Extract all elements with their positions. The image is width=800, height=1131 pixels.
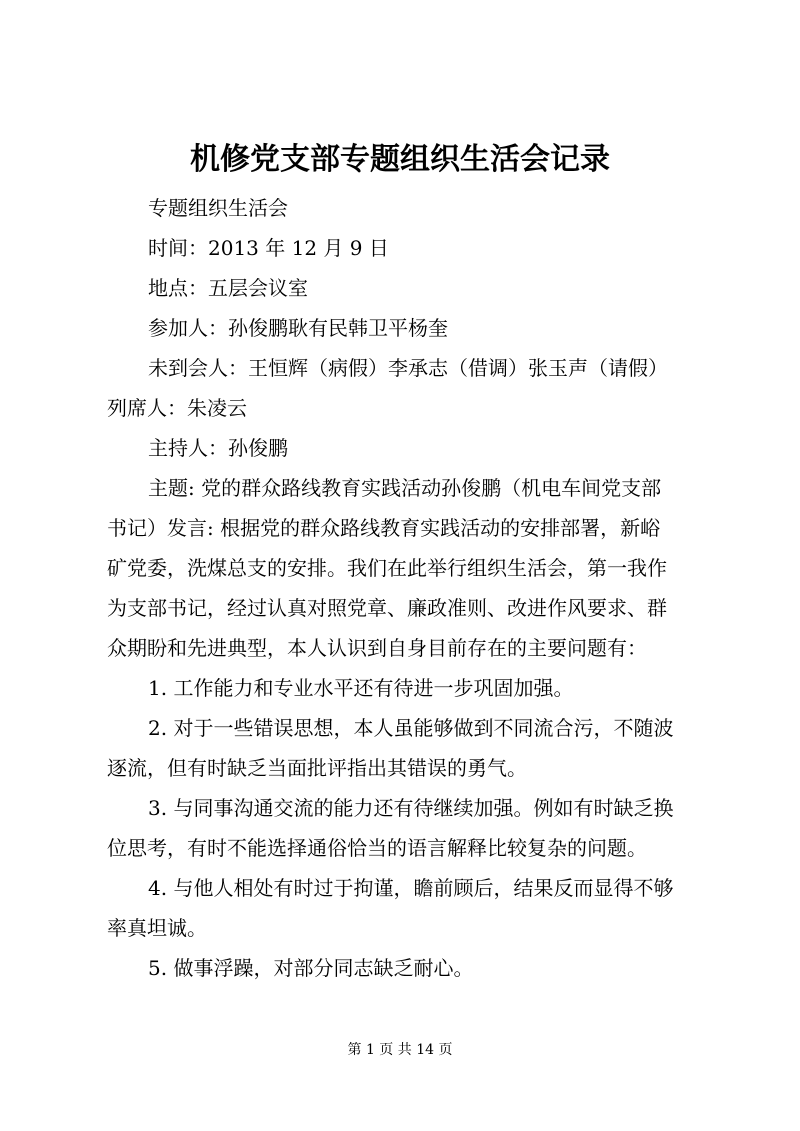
text-line: 专题组织生活会	[148, 196, 288, 220]
text-line: 矿党委，洗煤总支的安排。我们在此举行组织生活会，第一我作	[107, 556, 667, 580]
text-line: 逐流，但有时缺乏当面批评指出其错误的勇气。	[107, 756, 527, 780]
text-line: 主持人：孙俊鹏	[148, 436, 288, 460]
text-line: 列席人：朱凌云	[107, 396, 247, 420]
text-line: 1. 工作能力和专业水平还有待进一步巩固加强。	[148, 676, 574, 700]
text-line: 4. 与他人相处有时过于拘谨，瞻前顾后，结果反而显得不够	[148, 876, 674, 900]
text-line: 3. 与同事沟通交流的能力还有待继续加强。例如有时缺乏换	[148, 796, 674, 820]
text-line: 为支部书记，经过认真对照党章、廉政准则、改进作风要求、群	[107, 596, 667, 620]
text-line: 位思考，有时不能选择通俗恰当的语言解释比较复杂的问题。	[107, 836, 647, 860]
page-footer: 第 1 页 共 14 页	[347, 1042, 453, 1058]
text-line: 主题: 党的群众路线教育实践活动孙俊鹏（机电车间党支部	[148, 476, 662, 500]
text-line: 未到会人：王恒辉（病假）李承志（借调）张玉声（请假）	[148, 356, 668, 380]
text-line: 5. 做事浮躁，对部分同志缺乏耐心。	[148, 956, 474, 980]
text-line: 地点：五层会议室	[148, 276, 308, 300]
text-line: 2. 对于一些错误思想，本人虽能够做到不同流合污，不随波	[148, 716, 674, 740]
text-line: 参加人：孙俊鹏耿有民韩卫平杨奎	[148, 316, 448, 340]
text-line: 率真坦诚。	[107, 916, 207, 940]
text-line: 众期盼和先进典型，本人认识到自身目前存在的主要问题有：	[107, 636, 647, 660]
text-line: 时间：2013 年 12 月 9 日	[148, 236, 389, 260]
document-title: 机修党支部专题组织生活会记录	[190, 142, 610, 177]
text-line: 书记）发言: 根据党的群众路线教育实践活动的安排部署，新峪	[107, 516, 661, 540]
